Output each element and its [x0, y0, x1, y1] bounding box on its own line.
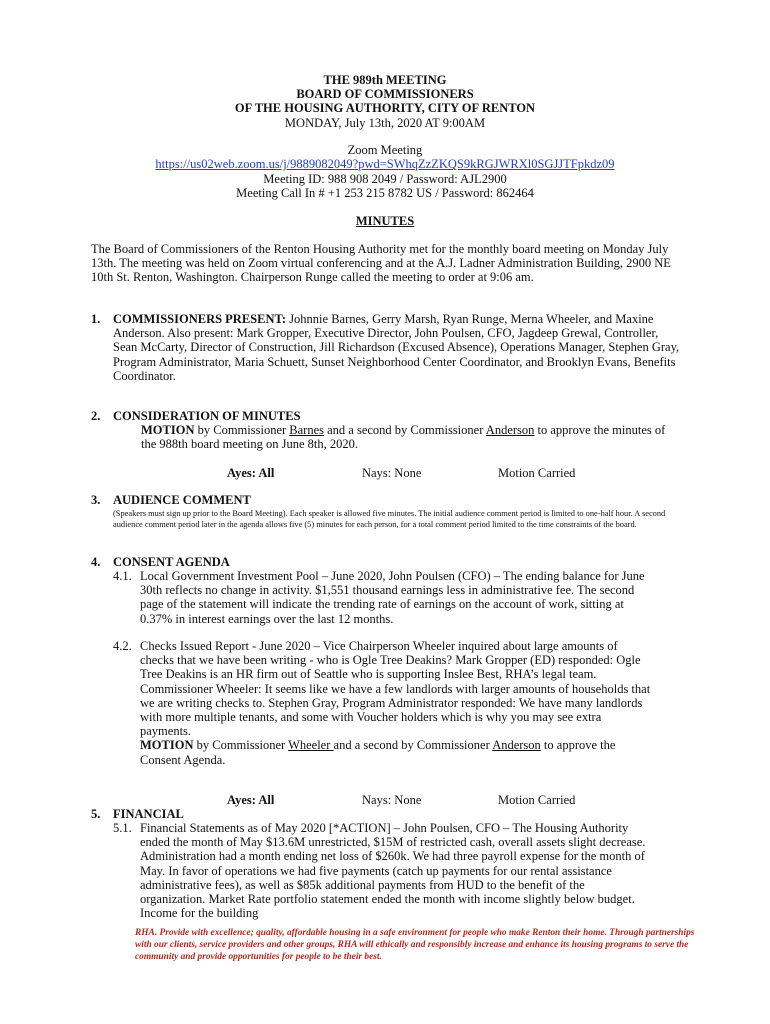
motion-paragraph	[140, 738, 653, 766]
section-number: 3.	[91, 493, 101, 507]
intro-paragraph: The Board of Commissioners of the Renton Housing Authority met for the monthly board meeting on Monday July 13th. The meeting was held on Zoom virtual conferencing and at the A.J. Ladner Administration Building, 2900 NE 10th St. Renton, Washington. Chairperson Runge called the meeting to order at 9:06 am.	[91, 242, 671, 285]
section-number: 5.	[91, 807, 101, 821]
section-text: Johnnie Barnes, Gerry Marsh, Ryan Runge, Merna Wheeler, and Maxine Anderson. Also present: Mark Gropper, Executive Director, John Poulsen, CFO, Jagdeep Grewal, Controller, Sean McCarty, Director of Construction, Jill Richardson (Excused Absence), Operations Manager, Stephen Gray, Program Administrator, Maria Schuett, Sunset Neighborhood Center Coordinator, and Brooklyn Evans, Benefits Coordinator.	[113, 312, 680, 383]
mover-name: Wheeler	[288, 738, 334, 753]
section-title: CONSIDERATION OF MINUTES	[113, 409, 301, 423]
item-number: 4.2.	[113, 639, 132, 653]
section-consent-agenda	[91, 555, 681, 569]
vote-nays: Nays: None	[362, 793, 422, 807]
section-title: COMMISSIONERS PRESENT:	[113, 312, 287, 326]
vote-ayes: Ayes: All	[227, 793, 275, 807]
financial-item-5-1	[113, 821, 653, 920]
section-title: CONSENT AGENDA	[113, 555, 230, 569]
consent-item-4-2	[113, 639, 653, 767]
seconder-name: Anderson	[492, 738, 541, 753]
zoom-meeting-link[interactable]: https://us02web.zoom.us/j/9889082049?pwd=SWhqZzZKQS9kRGJWRXl0SGJJTFpkdz09	[155, 157, 615, 171]
meeting-id: Meeting ID: 988 908 2049 / Password: AJL2900	[263, 172, 507, 186]
motion-text: to approve the minutes of the 988th board meeting on June 8th, 2020.	[141, 423, 666, 452]
zoom-link-row	[0, 157, 770, 171]
motion-text: by Commissioner	[193, 738, 289, 753]
item-number: 4.1.	[113, 569, 132, 583]
seconder-name: Anderson	[485, 423, 535, 438]
minutes-heading: MINUTES	[355, 214, 415, 228]
section-title: AUDIENCE COMMENT	[113, 493, 251, 507]
item-number: 5.1.	[113, 821, 132, 835]
motion-paragraph	[141, 423, 681, 451]
mission-statement-footer: RHA. Provide with excellence; quality, affordable housing in a safe environment for people who make Renton their home. Through partnerships with our clients, service providers and other groups, RHA will ethically and responsibly increase and enhance its housing programs to serve the community and provide opportunities for people to be their best.	[135, 928, 695, 963]
meeting-title-line-3: OF THE HOUSING AUTHORITY, CITY OF RENTON	[234, 101, 536, 115]
section-title: FINANCIAL	[113, 807, 184, 821]
consent-item-4-1	[113, 569, 653, 626]
meeting-title-line-1: THE 989th MEETING	[323, 73, 447, 87]
section-commissioners-present	[91, 312, 681, 383]
vote-nays: Nays: None	[362, 466, 422, 480]
item-text: Financial Statements as of May 2020 [*ACTION] – John Poulsen, CFO – The Housing Authority ended the month of May $13.6M unrestricted, $15M of restricted cash, overall assets slight decrease. Administration had a month ending net loss of $260k. We had three payroll expense for the month of May. In favor of operations we had five payments (catch up payments for our rental assistance administrative fees), as well as $85k additional payments from HUD to the benefit of the organization. Market Rate portfolio statement ended the month with income slightly below budget. Income for the building	[140, 821, 646, 921]
vote-result: Motion Carried	[498, 793, 576, 807]
section-audience-comment	[91, 493, 681, 507]
section-financial	[91, 807, 681, 821]
section-number: 4.	[91, 555, 101, 569]
motion-label: MOTION	[140, 738, 194, 753]
vote-result: Motion Carried	[498, 466, 576, 480]
zoom-label: Zoom Meeting	[347, 143, 423, 157]
meeting-call-in: Meeting Call In # +1 253 215 8782 US / Password: 862464	[236, 186, 534, 200]
section-number: 2.	[91, 409, 101, 423]
item-text: Local Government Investment Pool – June 2020, John Poulsen (CFO) – The ending balance for June 30th reflects no change in activity. $1,551 thousand earnings less in administrative fee. The second page of the statement will indicate the trending rate of earnings on the account of work, sitting at 0.37% in interest earnings over the last 12 months.	[140, 569, 645, 626]
motion-text: and a second by Commissioner	[324, 423, 486, 438]
motion-label: MOTION	[141, 423, 195, 438]
meeting-title-line-2: BOARD OF COMMISSIONERS	[296, 87, 474, 101]
section-number: 1.	[91, 312, 101, 326]
motion-text: by Commissioner	[194, 423, 290, 438]
section-consideration-of-minutes	[91, 409, 681, 452]
meeting-date: MONDAY, July 13th, 2020 AT 9:00AM	[284, 116, 486, 130]
audience-comment-note: (Speakers must sign up prior to the Board Meeting). Each speaker is allowed five minutes. The initial audience comment period is limited to one-half hour. A second audience comment period later in the agenda allows five (5) minutes for each person, for a total comment period limited to the time constraints of the board.	[113, 509, 666, 529]
item-text: Checks Issued Report - June 2020 – Vice Chairperson Wheeler inquired about large amounts of checks that we have been writing - who is Ogle Tree Deakins? Mark Gropper (ED) responded: Ogle Tree Deakins is an HR firm out of Seattle who is supporting Inslee Best, RHA’s legal team. Commissioner Wheeler: It seems like we have a few landlords with larger amounts of households that we are writing checks to. Stephen Gray, Program Administrator responded: We have many landlords with more multiple tenants, and some with Voucher holders which is why you may see extra payments.	[140, 639, 651, 739]
vote-ayes: Ayes: All	[227, 466, 275, 480]
motion-text: and a second by Commissioner	[333, 738, 493, 753]
mover-name: Barnes	[289, 423, 324, 438]
motion-text: to approve the Consent Agenda.	[140, 738, 616, 767]
